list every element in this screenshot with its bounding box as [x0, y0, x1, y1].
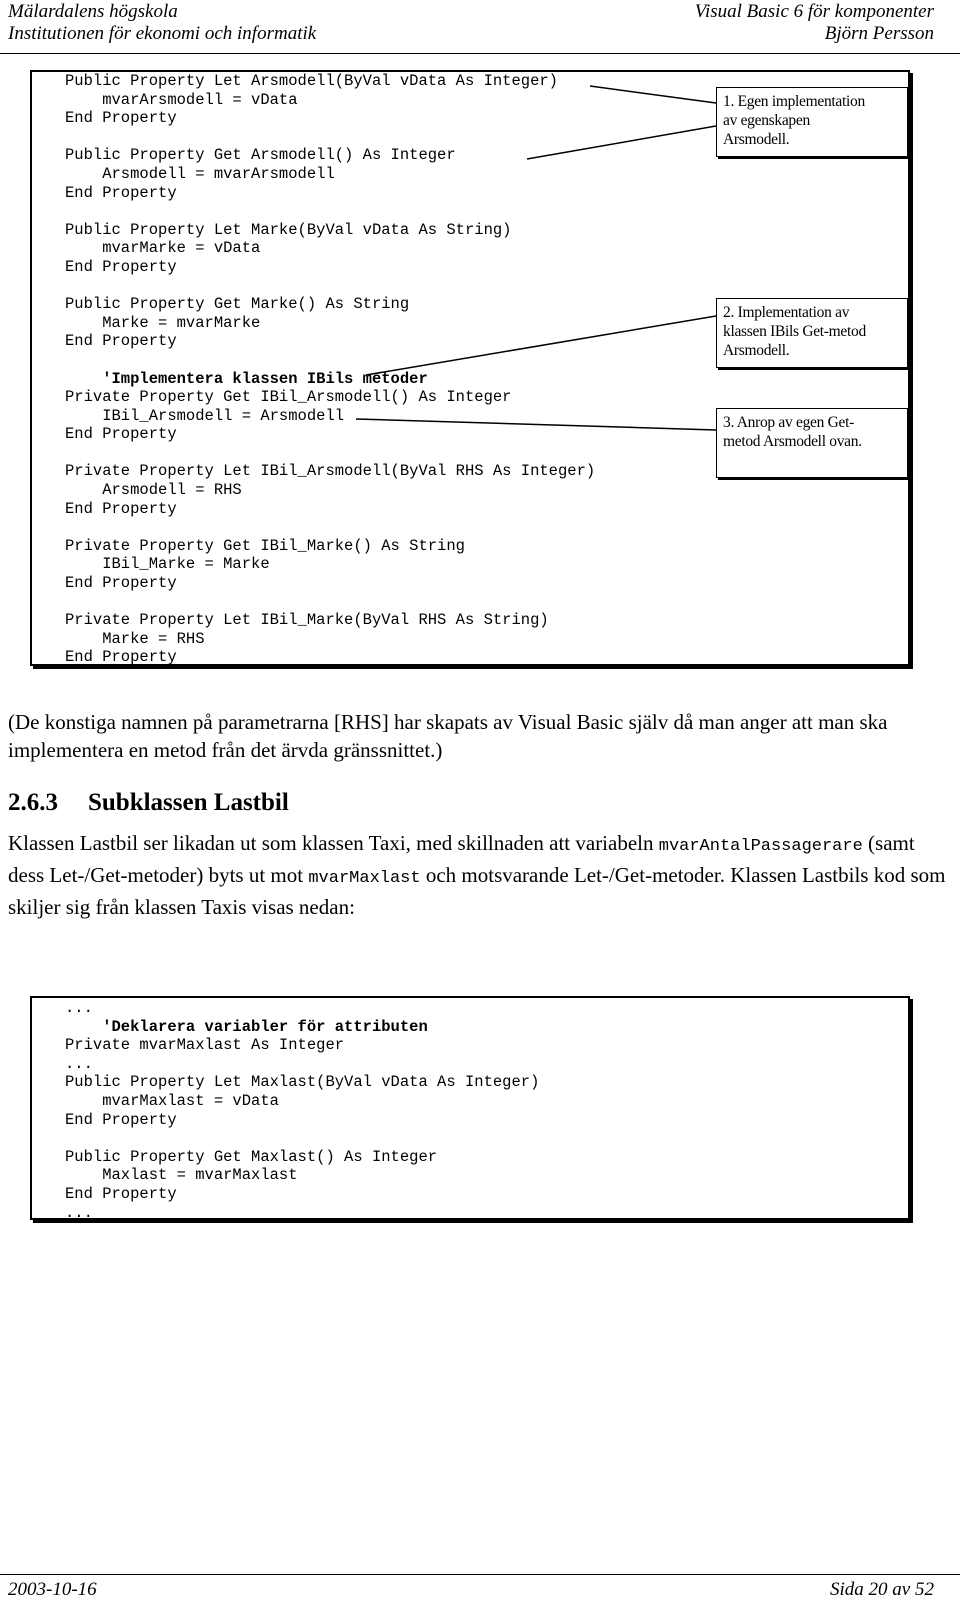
code-line: 'Implementera klassen IBils metoder [65, 369, 428, 388]
code-line: Private Property Get IBil_Marke() As String [65, 536, 465, 555]
code-line: Private Property Let IBil_Marke(ByVal RHS As String) [65, 611, 549, 630]
paragraph-text: (samt dess Let-/Get-metoder) byts ut mot [8, 831, 915, 887]
section-heading [8, 788, 289, 818]
code-line: End Property [65, 257, 177, 276]
code-line: Public Property Let Arsmodell(ByVal vData As Integer) [65, 72, 558, 90]
code-line: IBil_Marke = Marke [65, 555, 270, 574]
code-line [65, 1129, 539, 1148]
code-line: End Property [65, 648, 177, 667]
footer-divider [0, 1574, 960, 1575]
code-line: End Property [65, 425, 177, 444]
annotation-note-2-line: Arsmodell. [723, 342, 790, 359]
code-inline-maxlast: mvarMaxlast [308, 869, 421, 888]
code-block-2-text [65, 999, 539, 1222]
annotation-note-2-line: klassen IBils Get-metod [723, 323, 866, 340]
paragraph-text: Klassen Lastbil ser likadan ut som klassen Taxi, med skillnaden att variabeln [8, 831, 659, 855]
code-line: Public Property Let Maxlast(ByVal vData As Integer) [65, 1073, 540, 1092]
code-line: Public Property Let Marke(ByVal vData As String) [65, 220, 512, 239]
header-author: Björn Persson [824, 23, 934, 44]
callout-lines [0, 0, 960, 700]
code-line: ... [65, 999, 93, 1017]
code-line: Marke = RHS [65, 629, 205, 648]
code-inline-antal: mvarAntalPassagerare [658, 837, 863, 856]
code-line: mvarArsmodell = vData [65, 90, 298, 109]
annotation-note-1-line: 1. Egen implementation [723, 93, 865, 110]
annotation-note-1-line: Arsmodell. [723, 131, 790, 148]
section-number: 2.6.3 [8, 789, 58, 816]
header-school: Mälardalens högskola [8, 1, 178, 22]
code-line: Arsmodell = mvarArsmodell [65, 164, 335, 183]
code-line: mvarMarke = vData [65, 239, 261, 258]
paragraph-text: och motsvarande Let-/Get-metoder. Klassen Lastbils kod som skiljer sig från klassen Taxis visas nedan: [8, 863, 946, 919]
code-line: End Property [65, 183, 177, 202]
code-line: Arsmodell = RHS [65, 481, 242, 500]
code-line: Private mvarMaxlast As Integer [65, 1036, 345, 1055]
code-line: Marke = mvarMarke [65, 313, 261, 332]
code-line: IBil_Arsmodell = Arsmodell [65, 406, 345, 425]
code-line: mvarMaxlast = vData [65, 1091, 279, 1110]
callout-line-1b [527, 126, 716, 159]
code-line: Private Property Get IBil_Arsmodell() As Integer [65, 388, 512, 407]
code-line: Maxlast = mvarMaxlast [65, 1166, 298, 1185]
section-title: Subklassen Lastbil [88, 789, 289, 816]
code-line: Private Property Let IBil_Arsmodell(ByVal RHS As Integer) [65, 462, 596, 481]
code-line: End Property [65, 332, 177, 351]
callout-line-3 [356, 419, 716, 430]
annotation-note-2-line: 2. Implementation av [723, 304, 850, 321]
code-line: ... [65, 1054, 93, 1073]
code-line: End Property [65, 574, 177, 593]
lastbil-description-paragraph [8, 829, 948, 921]
code-line: ... [65, 1203, 93, 1222]
callout-line-2 [366, 316, 716, 375]
code-line: End Property [65, 499, 177, 518]
code-line: 'Deklarera variabler för attributen [65, 1017, 428, 1036]
footer-page-number: Sida 20 av 52 [830, 1579, 934, 1600]
annotation-note-3-line: 3. Anrop av egen Get- [723, 414, 855, 431]
code-line: Public Property Get Maxlast() As Integer [65, 1147, 438, 1166]
code-line: Public Property Get Marke() As String [65, 295, 410, 314]
code-line: End Property [65, 1184, 177, 1203]
code-line: End Property [65, 1110, 177, 1129]
annotation-note-3-line: metod Arsmodell ovan. [723, 433, 862, 450]
header-department: Institutionen för ekonomi och informatik [8, 23, 317, 44]
callout-line-1a [590, 86, 716, 103]
code-line: End Property [65, 109, 177, 128]
code-line: Public Property Get Arsmodell() As Integer [65, 146, 456, 165]
footer-date: 2003-10-16 [8, 1579, 97, 1600]
header-course-title: Visual Basic 6 för komponenter [694, 1, 934, 22]
annotation-note-1-line: av egenskapen [723, 112, 810, 129]
rhs-explanation-paragraph: (De konstiga namnen på parametrarna [RHS] har skapats av Visual Basic själv då man anger att man ska implementera en metod från det ärvda gränssnittet.) [8, 710, 888, 762]
